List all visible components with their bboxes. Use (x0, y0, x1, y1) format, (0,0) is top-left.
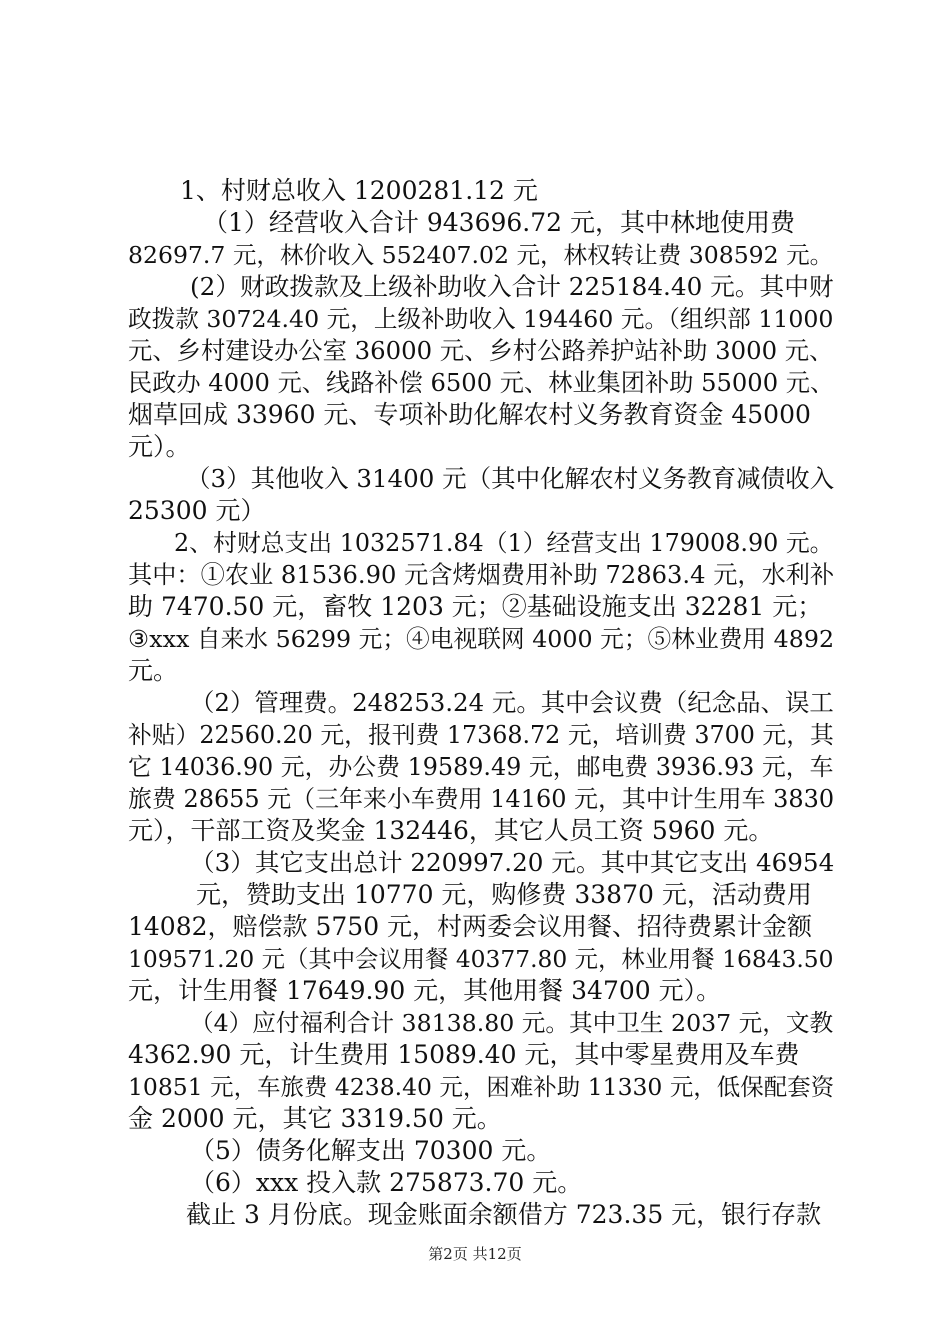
text-line: 政拨款 30724.40 元，上级补助收入 194460 元。（组织部 11000 (128, 305, 834, 333)
text-line: （3）其他收入 31400 元（其中化解农村义务教育减债收入 (186, 464, 835, 493)
text-line: 2、村财总支出 1032571.84（1）经营支出 179008.90 元。 (174, 529, 834, 557)
text-line: ③xxx 自来水 56299 元；④电视联网 4000 元；⑤林业费用 4892 (128, 625, 835, 653)
text-line: 元。 (128, 656, 179, 685)
text-line: 1、村财总收入 1200281.12 元 (180, 176, 538, 205)
text-line: 烟草回成 33960 元、专项补助化解农村义务教育资金 45000 (128, 400, 811, 429)
text-line: （1）经营收入合计 943696.72 元，其中林地使用费 (203, 208, 795, 237)
text-line: 它 14036.90 元，办公费 19589.49 元，邮电费 3936.93 元，车 (128, 753, 834, 781)
page-footer: 第2页 共12页 (428, 1245, 522, 1263)
text-line: 4362.90 元，计生费用 15089.40 元，其中零星费用及车费 (128, 1040, 800, 1069)
text-line: 109571.20 元（其中会议用餐 40377.80 元，林业用餐 16843.50 (128, 945, 834, 973)
text-line: （2）管理费。248253.24 元。其中会议费（纪念品、误工 (190, 688, 834, 717)
text-line: （6）xxx 投入款 275873.70 元。 (190, 1168, 583, 1197)
text-line: 其中：①农业 81536.90 元含烤烟费用补助 72863.4 元，水利补 (128, 561, 835, 589)
text-line: 补贴）22560.20 元，报刊费 17368.72 元，培训费 3700 元，其 (128, 721, 834, 749)
text-line: （3）其它支出总计 220997.20 元。其中其它支出 46954 (190, 848, 835, 877)
text-line: 金 2000 元，其它 3319.50 元。 (128, 1104, 502, 1133)
text-line: 元），干部工资及奖金 132446，其它人员工资 5960 元。 (128, 816, 774, 845)
text-line: 82697.7 元，林价收入 552407.02 元，林权转让费 308592 元。 (128, 241, 834, 269)
text-line: 旅费 28655 元（三年来小车费用 14160 元，其中计生用车 3830 (128, 785, 835, 813)
text-line: 元）。 (128, 432, 191, 461)
text-line: 10851 元，车旅费 4238.40 元，困难补助 11330 元，低保配套资 (128, 1073, 835, 1101)
text-line: (2）财政拨款及上级补助收入合计 225184.40 元。其中财 (190, 272, 834, 301)
text-line: 截止 3 月份底。现金账面余额借方 723.35 元，银行存款 (186, 1200, 822, 1229)
text-line: 助 7470.50 元，畜牧 1203 元；②基础设施支出 32281 元； (128, 592, 823, 621)
text-line: 民政办 4000 元、线路补偿 6500 元、林业集团补助 55000 元、 (128, 369, 835, 397)
text-line: （4）应付福利合计 38138.80 元。其中卫生 2037 元，文教 (190, 1009, 834, 1037)
text-line: 元，赞助支出 10770 元，购修费 33870 元，活动费用 (196, 880, 812, 909)
text-line: 14082，赔偿款 5750 元，村两委会议用餐、招待费累计金额 (128, 912, 813, 941)
text-line: （5）债务化解支出 70300 元。 (190, 1136, 552, 1165)
text-line: 元、乡村建设办公室 36000 元、乡村公路养护站补助 3000 元、 (128, 336, 834, 365)
text-line: 25300 元） (128, 496, 266, 525)
text-line: 元，计生用餐 17649.90 元，其他用餐 34700 元）。 (128, 976, 722, 1005)
